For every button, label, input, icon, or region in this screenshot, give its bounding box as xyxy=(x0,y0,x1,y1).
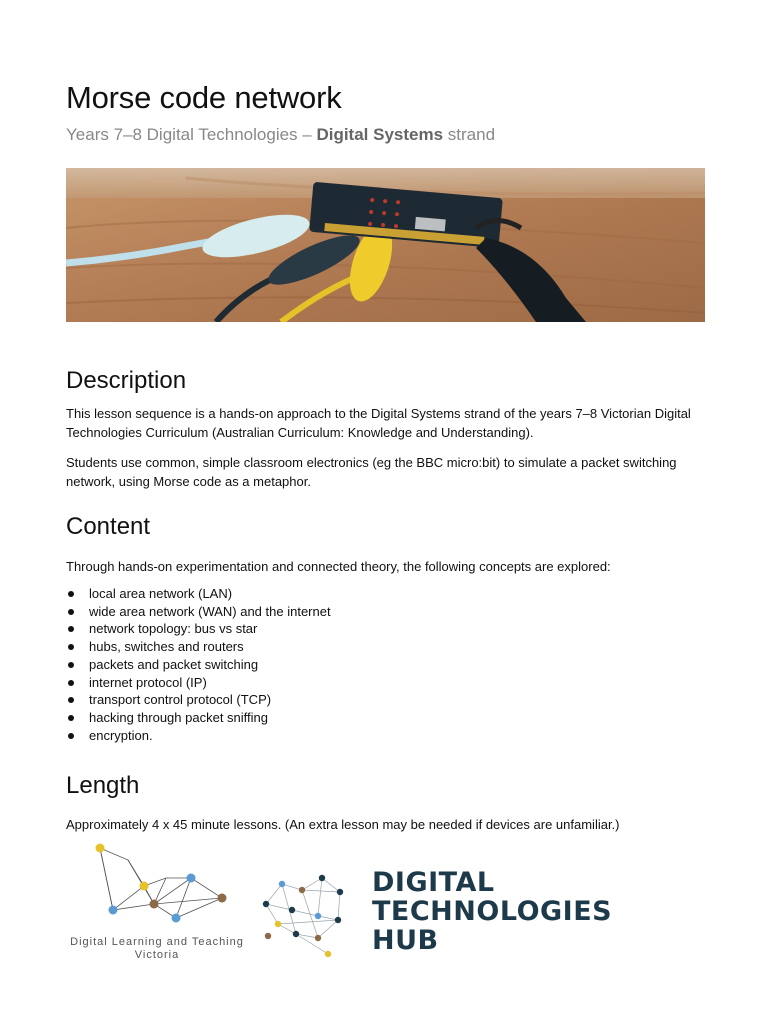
list-item: local area network (LAN) xyxy=(66,585,666,603)
length-heading: Length xyxy=(66,772,140,799)
description-paragraph-2: Students use common, simple classroom electronics (eg the BBC micro:bit) to simulate a packet switching network, using Morse code as a metaphor. xyxy=(66,455,677,489)
footer-logos xyxy=(66,838,706,968)
list-item: hubs, switches and routers xyxy=(66,638,666,656)
page-title: Morse code network xyxy=(66,80,342,115)
list-item: hacking through packet sniffing xyxy=(66,709,666,727)
list-item: encryption. xyxy=(66,727,666,745)
list-item: packets and packet switching xyxy=(66,656,666,674)
description-paragraph-1: This lesson sequence is a hands-on approach to the Digital Systems strand of the years 7–8 Victorian Digital Technologies Curriculum (Australian Curriculum: Knowledge and Understanding). xyxy=(66,406,691,440)
dth-wordmark xyxy=(372,868,612,955)
subtitle-prefix: Years 7–8 Digital Technologies – xyxy=(66,125,317,144)
list-item: transport control protocol (TCP) xyxy=(66,691,666,709)
dth-network-logo-icon xyxy=(256,862,356,962)
content-intro: Through hands-on experimentation and connected theory, the following concepts are explored: xyxy=(66,559,611,574)
list-item: wide area network (WAN) and the internet xyxy=(66,603,666,621)
dltv-caption xyxy=(66,936,248,962)
content-heading: Content xyxy=(66,513,151,540)
page-subtitle xyxy=(66,125,495,145)
microbit-photo-illustration xyxy=(66,168,705,322)
list-item: network topology: bus vs star xyxy=(66,620,666,638)
subtitle-strand: Digital Systems xyxy=(316,125,444,144)
concepts-list xyxy=(66,585,666,744)
dltv-caption-line-1: Digital Learning and Teaching xyxy=(70,936,244,948)
hero-photo xyxy=(66,168,705,322)
description-heading: Description xyxy=(66,367,187,394)
subtitle-suffix: strand xyxy=(443,125,496,144)
dth-wordmark-line-3: HUB xyxy=(372,925,439,956)
list-item: internet protocol (IP) xyxy=(66,674,666,692)
length-text: Approximately 4 x 45 minute lessons. (An extra lesson may be needed if devices are unfamiliar.) xyxy=(66,817,620,832)
dth-wordmark-line-1: DIGITAL xyxy=(372,867,495,898)
dth-wordmark-line-2: TECHNOLOGIES xyxy=(372,896,613,927)
dltv-caption-line-2: Victoria xyxy=(134,949,180,961)
dltv-network-logo-icon xyxy=(88,838,238,928)
